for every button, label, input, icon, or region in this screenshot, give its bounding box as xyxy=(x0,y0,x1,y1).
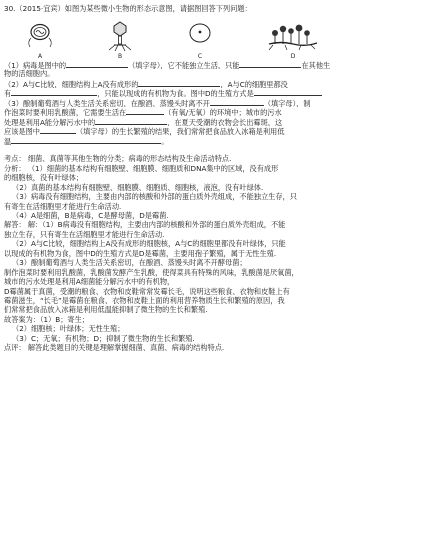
question-text: （1）病毒是图中的 xyxy=(4,61,67,70)
answer-blank xyxy=(11,88,97,96)
figure-b-virus xyxy=(100,20,140,60)
figure-a-label: A xyxy=(37,53,43,60)
mold-drawing xyxy=(265,20,321,52)
question-text: 有 xyxy=(4,89,12,98)
question-text: （2）A与C比较，细胞结构上A没有成形的 xyxy=(4,79,139,89)
question-line xyxy=(4,69,428,78)
analysis-line: 解答： 解：（1）B病毒没有细胞结构，主要由内部的核酸和外部的蛋白质外壳组成，不能 xyxy=(4,220,286,230)
figure-b-label: B xyxy=(117,53,123,60)
analysis-line: 考点： 细菌、真菌等其他生物的分类；病毒的形态结构及生命活动特点. xyxy=(4,154,232,164)
analysis-line: 以现成的有机物为食，图中D的生殖方式是D是霉菌，主要用孢子繁殖，属于无性生殖. xyxy=(4,248,277,258)
question-text: ，在夏天受潮的衣物会长出霉斑，这 xyxy=(167,117,283,127)
analysis-line: 霉菌滋生，“长毛”是霉菌在粮食、衣物和皮鞋上面的利用营养物质生长和繁殖的原因，我 xyxy=(4,295,285,305)
question-line xyxy=(4,107,428,116)
analysis-line: （2）A与C比较，细胞结构上A没有成形的细胞核，A与C的细胞里都没有叶绿体，只能 xyxy=(12,239,286,249)
question-text: ，只能以现成的有机物为食。图中D的生殖方式是 xyxy=(97,89,254,98)
figure-c-label: C xyxy=(197,53,203,60)
question-title: 30.（2015·宜宾）如图为某些微小生物的形态示意图，请据图回答下列问题： xyxy=(4,4,252,13)
question-text: 。 xyxy=(161,136,169,145)
analysis-line: （3）病毒没有细胞结构，主要由内部的核酸和外部的蛋白质外壳组成，不能独立生存，只 xyxy=(12,192,297,202)
analysis-line: 分析： （1）细菌的基本结构有细胞壁、细胞膜、细胞质和DNA集中的区域，没有成形 xyxy=(4,163,279,173)
bacterium-drawing xyxy=(20,20,60,52)
content-lines xyxy=(4,60,428,353)
figure-d-label: D xyxy=(290,53,296,60)
answer-blank xyxy=(239,60,301,68)
answer-blank xyxy=(210,98,264,106)
analysis-line: （3）C；无氧；有机物；D；抑制了微生物的生长和繁殖. xyxy=(12,333,195,343)
question-text: 在其他生 xyxy=(301,61,331,70)
question-text: ，A与C的细胞里都没 xyxy=(220,79,288,89)
figure-row xyxy=(20,20,320,60)
answer-blank xyxy=(40,126,76,134)
yeast-drawing xyxy=(180,20,220,52)
analysis-line: （4）A是细菌，B是病毒，C是酵母菌，D是霉菌. xyxy=(12,211,169,220)
answer-blank xyxy=(254,88,322,96)
question-text: 作泡菜时要利用乳酸菌，它需要生活在 xyxy=(4,108,127,117)
question-body xyxy=(4,60,428,145)
analysis-line: （2）细胞核；叶绿体；无性生殖； xyxy=(12,324,125,334)
answer-blank xyxy=(138,79,220,87)
analysis-line: 的细胞核，没有叶绿体； xyxy=(4,173,84,183)
question-line xyxy=(4,79,428,88)
analysis-line: 们常常把食品放入冰箱是利用低温能抑制了微生物的生长和繁殖. xyxy=(4,305,208,315)
question-text: 温 xyxy=(4,136,12,145)
question-line xyxy=(4,126,428,135)
analysis-line: （2）真菌的基本结构有细胞壁、细胞膜、细胞质、细胞核，液泡，没有叶绿体. xyxy=(12,182,264,192)
spacer-line xyxy=(4,145,428,154)
question-line xyxy=(4,88,428,97)
answer-blank xyxy=(126,107,164,115)
analysis-line: 故答案为：（1）B；寄生； xyxy=(4,314,89,324)
answer-blank xyxy=(11,136,161,144)
virus-drawing xyxy=(100,20,140,52)
question-text: （填字母），制 xyxy=(263,98,311,108)
analysis-line: 制作泡菜时要利用乳酸菌，乳酸菌发酵产生乳酸，使得菜具有特殊的风味，乳酸菌是厌氧菌， xyxy=(4,267,299,277)
question-text: （填字母），它不能独立生活，只能 xyxy=(128,61,240,70)
question-text: （填字母）的生长繁殖的结果，我们常常把食品放入冰箱是利用低 xyxy=(75,127,285,136)
analysis-line: 城市的污水处理是利用A细菌能分解污水中的有机物， xyxy=(4,277,175,287)
answer-blank xyxy=(95,117,167,125)
answer-blank xyxy=(66,60,128,68)
question-text: 应该是图中 xyxy=(4,127,40,136)
question-line xyxy=(4,117,428,126)
question-line xyxy=(4,136,428,145)
analysis-line: （3）酿制葡萄酒与人类生活关系密切，在酿酒、蒸馒头时离不开酵母菌； xyxy=(12,258,247,268)
question-line xyxy=(4,60,428,69)
analysis-line: 有寄生在活细胞里才能进行生命活动. xyxy=(4,201,122,211)
question-text: 处理是利用A能分解污水中的 xyxy=(4,117,96,127)
question-text: （3）酿制葡萄酒与人类生活关系密切，在酿酒、蒸馒头时离不开 xyxy=(4,98,210,108)
question-text: 物的活细胞内。 xyxy=(4,69,55,79)
analysis-line: 点评： 解答此类题目的关键是理解掌握细菌、真菌、病毒的结构特点. xyxy=(4,343,225,353)
figure-a-bacterium xyxy=(20,20,60,60)
question-text: （有氧/无氧）的环境中；城市的污水 xyxy=(164,108,282,117)
analysis-line: 独立生存，只有寄生在活细胞里才能进行生命活动. xyxy=(4,229,165,239)
figure-c-yeast xyxy=(180,20,220,60)
question-line xyxy=(4,98,428,107)
figure-d-mold xyxy=(265,20,321,60)
analysis-line: D霉菌属于真菌，受潮的粮食、衣物和皮鞋常常发霉长毛，说明这些粮食、衣物和皮鞋上有 xyxy=(4,286,290,296)
analysis-body xyxy=(4,154,428,352)
